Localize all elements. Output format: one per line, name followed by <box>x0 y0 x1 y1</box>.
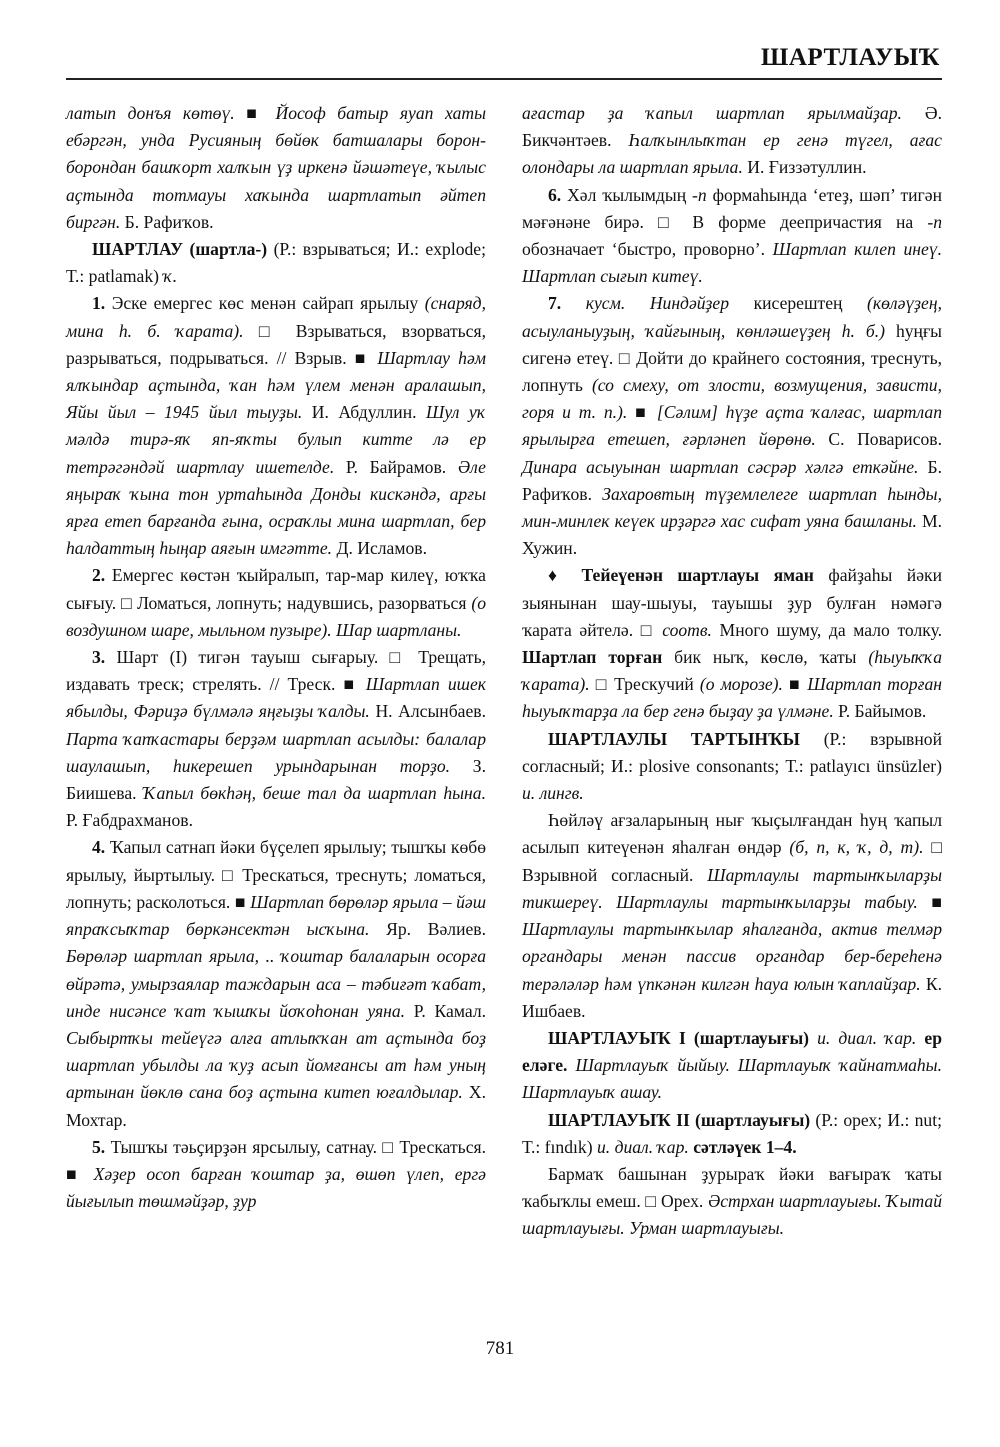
running-header: ШАРТЛАУЫҠ <box>760 44 940 71</box>
translation: обозначает ‘быстро, проворно’. <box>522 239 773 260</box>
sense-number: 1. <box>92 293 106 314</box>
example-text: Шартлап торған һыуыҡтарҙа ла бер генә быҙау ҙа үлмәне. <box>522 674 942 722</box>
author-citation: Р. Байымов. <box>833 701 927 722</box>
definition: Емергес көстән ҡыйралып, тар-мар килеү, юҡҡа сығыу. □ Ломаться, лопнуть; надувшись, разорваться <box>66 565 486 613</box>
example-text: (о воздушном шаре, мыльном пузыре). Шар шартланы. <box>66 592 486 640</box>
usage-note: (көләүҙең, асыуланыуҙың, ҡайғының, көнләшеүҙең һ. б.) <box>522 293 942 341</box>
headword: ШАРТЛАУЫҠ I (шартлауығы) <box>548 1027 810 1048</box>
author-citation: Яр. Вәлиев. <box>369 919 487 940</box>
entry-headword-paragraph <box>66 236 486 290</box>
spacer-text <box>561 293 586 313</box>
definition: Эске емергес көс менән сайрап ярылыу <box>105 293 425 314</box>
example-text: Сыбыртҡы тейеүгә алға атлыҡҡан ат аҫтында боҙ шартлап убылды ла ҡуҙ асып йомғансы ат һәм уның артынан йөклө сана боҙ аҫтына китеп юғалдылар. <box>66 1027 486 1103</box>
headword: ШАРТЛАУЫҠ II (шартлауығы) <box>548 1109 811 1130</box>
example-text: Парта ҡапҡастары берҙәм шартлап асылды: балалар шаулашып, һикерешеп урындарынан торҙо. <box>66 728 486 776</box>
example-text: Әстрхан шартлауығы. Ҡытай шартлауығы. Урман шартлауығы. <box>522 1191 943 1239</box>
headword: ШАРТЛАУ (шартла-) <box>92 239 268 260</box>
example-text: Захаровтың түҙемлелеге шартлап һынды, мин-минлек кеүек ирҙәргә хас сифат уяна башланы. <box>522 483 942 532</box>
sense-number: 5. <box>92 1136 106 1157</box>
grammar-label: и. лингв. <box>522 783 584 804</box>
left-column <box>66 100 486 1215</box>
example-text: латып донъя көтөү. <box>66 103 235 123</box>
definition: файҙаһы йәки зыянынан шау-шыуы, тауышы ҙур булған нәмәгә ҡарата әйтелә. □ <box>522 565 942 640</box>
definition-paragraph <box>522 1161 942 1243</box>
example-text: Шартлаулы тартынҡыларҙы тикшереү. Шартлаулы тартынҡыларҙы табыу. <box>522 864 942 912</box>
example-marker: ■ <box>917 891 942 912</box>
definition: бик ныҡ, көслө, ҡаты <box>662 647 869 668</box>
entry-headword-paragraph <box>522 1025 942 1107</box>
translation: □ Взрывной согласный. <box>522 837 942 885</box>
cross-reference: ер еләге. <box>522 1027 942 1076</box>
example-text: Шартлаулы тартынҡылар яһалғанда, актив телмәр органдары менән пассив органдар бер-береһенә терәләләр һәм үпкәнән килгән һауа юлын ҡаплайҙар. <box>522 919 942 994</box>
sense-paragraph <box>66 562 486 644</box>
definition: Һөйләү ағзаларының нығ ҡыҫылғандан һуң ҡапыл асылып китеүенән яһалған өндәр <box>522 810 942 858</box>
headword: ШАРТЛАУЛЫ ТАРТЫНҠЫ <box>548 728 800 749</box>
usage-note: (б, п, к, ҡ, д, т). <box>789 837 924 858</box>
definition: Хәл ҡылымдың <box>561 184 693 205</box>
definition: Бармаҡ башынан ҙурыраҡ йәки вағыраҡ ҡаты ҡабыҡлы емеш. □ Орех. <box>522 1163 942 1212</box>
author-citation: Д. Исламов. <box>332 538 427 559</box>
usage-note: (снаряд, мина һ. б. ҡарата). <box>66 293 486 341</box>
usage-note: (һыуыҡҡа ҡарата). <box>522 647 942 695</box>
idiom-paragraph <box>522 562 942 725</box>
sense-number: 7. <box>548 293 562 314</box>
example-marker: ■ <box>782 674 808 695</box>
grammar-label: кусм. <box>585 293 626 314</box>
suffix: -п <box>692 184 707 205</box>
sense-paragraph <box>66 290 486 562</box>
translation: □ Взрываться, взорваться, разрываться, подрываться. // Взрыв. <box>66 320 486 368</box>
author-citation: Б. Рафиҡов. <box>522 456 942 504</box>
sense-number: 6. <box>548 184 562 205</box>
translations: (Р.: взрываться; И.: explode; Т.: patlamak) <box>66 239 487 287</box>
entry-headword-paragraph <box>522 1107 942 1161</box>
author-citation: Ә. Бикчәнтәев. <box>522 103 942 151</box>
sense-number: 2. <box>92 565 106 586</box>
definition: Ҡапыл сатнап йәки бүҫелеп ярылыу; тышҡы көбө ярылыу, йыртылыу. □ Трескаться, треснуть; ломаться, лопнуть; расколоться. <box>66 837 486 912</box>
sense-paragraph <box>66 644 486 834</box>
example-text: Әле яңыраҡ ҡына тон уртаһында Донды кискәндә, арғы ярға етеп барғанда ғына, осраҡлы мина шартлап, бер һалдаттың һыңар аяғын имгәтте. <box>66 456 486 559</box>
author-citation: Р. Ғабдрахманов. <box>66 810 193 831</box>
translations: (Р.: орех; И.: nut; Т.: fındık) <box>522 1109 942 1157</box>
sense-number: 3. <box>92 647 106 668</box>
author-citation: С. Поварисов. <box>815 429 943 450</box>
author-citation: М. Хужин. <box>522 511 942 559</box>
example-text: Йософ батыр яуап хаты ебәргән, унда Русияның бөйөк батшалары борон-борондан башҡорт халҡын үҙ иркенә йәшәтеүе, ҡылыс аҫтында тотмауы хаҡында шартлатып әйтеп биргән. <box>66 103 486 232</box>
definition: формаһында ‘етеҙ, шәп’ тигән мәғәнәне бирә. □ В форме деепричастия на <box>522 184 942 232</box>
definition: кисерештең <box>729 293 868 314</box>
author-citation: И. Абдуллин. <box>302 402 427 423</box>
author-citation: И. Ғиззәтуллин. <box>742 157 867 178</box>
author-citation: Р. Камал. <box>405 1000 487 1021</box>
example-text: Һалҡынлыҡтан ер генә түгел, ағас олондары ла шартлап ярыла. <box>522 130 942 178</box>
suffix: -п <box>927 211 942 232</box>
example-marker: ■ <box>627 402 657 423</box>
example-marker: ■ <box>335 674 366 695</box>
example-text: Хәҙер осоп барған ҡоштар ҙа, өшөп үлеп, ергә йығылып төшмәйҙәр, ҙур <box>66 1163 486 1212</box>
example-text: Ҡапыл бөкһәң, беше тал да шартлап һына. <box>143 783 486 804</box>
example-text: Шартлап бөрөләр ярыла – йәш япраҡсыҡтар бөркәнсектән ысҡына. <box>66 891 486 940</box>
spacer-text <box>625 293 650 313</box>
translation: □ Трескучий <box>589 674 700 695</box>
grammar-label: ҡ. <box>163 266 178 287</box>
translation: Много шуму, да мало толку. <box>711 619 942 640</box>
example-text: Шул уҡ мәлдә тирә-яҡ яп-яҡты булып китте лә ер тетрәгәндәй шартлау ишетелде. <box>66 402 486 477</box>
example-text: Шартлап килеп инеү. Шартлап сығып китеү. <box>522 239 943 287</box>
sense-paragraph <box>66 1134 486 1216</box>
example-marker: ■ <box>346 347 378 368</box>
example-text: Динара асыуынан шартлап сәсрәр хәлгә еткәйне. <box>522 456 919 477</box>
sense-paragraph <box>522 290 942 562</box>
author-citation: З. Биишева. <box>66 755 486 804</box>
translation: һуңғы сигенә етеү. □ Дойти до крайнего состояния, треснуть, лопнуть <box>522 320 942 396</box>
definition-italic: Ниндәйҙер <box>649 293 730 314</box>
example-text: Шартлауыҡ йыйыу. Шартлауыҡ ҡайнатмаһы. Шартлауыҡ ашау. <box>522 1055 942 1103</box>
author-citation: Х. Мохтар. <box>66 1082 486 1130</box>
usage-note: (со смеху, от злости, возмущения, зависти, горя и т. п.). <box>522 375 942 423</box>
entry-paragraph <box>66 100 486 236</box>
sense-paragraph <box>522 182 942 291</box>
example-marker: ■ <box>230 891 251 912</box>
sense-number: 4. <box>92 837 106 858</box>
example-text: Шартлау һәм ялҡындар аҫтында, ҡан һәм үлем менән аралашып, Яйы йыл – 1945 йыл тыуҙы. <box>66 347 486 423</box>
example-text: ағастар ҙа ҡапыл шартлап ярылмайҙар. <box>522 103 902 123</box>
author-citation: Н. Алсынбаев. <box>369 701 486 722</box>
grammar-label: и. диал. ҡар. <box>817 1027 917 1048</box>
example-text: Шартлап ишек ябылды, Фәриҙә бүлмәлә яңғыҙы ҡалды. <box>66 674 486 722</box>
example-marker: ■ <box>66 1163 94 1184</box>
sense-paragraph <box>66 834 486 1133</box>
author-citation: Б. Рафиҡов. <box>120 211 214 232</box>
grammar-label: и. диал. ҡар. <box>596 1136 689 1157</box>
author-citation: К. Ишбаев. <box>522 973 942 1021</box>
definition: Тышҡы тәьҫирҙән ярсылыу, сатнау. □ Трескаться. <box>105 1136 486 1157</box>
definition: Шарт (I) тигән тауыш сығарыу. □ Трещать, издавать треск; стрелять. // Треск. <box>66 647 486 695</box>
right-column <box>522 100 942 1243</box>
definition-paragraph <box>522 807 942 1025</box>
grammar-label: соотв. <box>662 619 712 640</box>
example-text: Бөрөләр шартлап ярыла, .. ҡоштар балаларын осорға өйрәтә, умырзаялар таждарын аса – тәбиғәт ҡабат, инде нисәнсе ҡат ҡышҡы йоҡоһонан уяна. <box>66 946 486 1021</box>
translations: (Р.: взрывной согласный; И.: plosive consonants; Т.: patlayıcı ünsüzler) <box>522 728 942 776</box>
header-rule <box>66 78 942 80</box>
entry-headword-paragraph <box>522 726 942 808</box>
spacer-text <box>809 1028 817 1048</box>
entry-paragraph <box>522 100 942 182</box>
author-citation: Р. Байрамов. <box>334 456 458 477</box>
cross-reference: сәтләүек 1–4. <box>693 1136 797 1157</box>
usage-note: (о морозе). <box>699 674 783 695</box>
page-number: 781 <box>485 1338 515 1359</box>
example-marker: ■ <box>234 103 276 123</box>
example-text: [Сәлим] һүҙе аҫта ҡалғас, шартлап ярылырға етешеп, ғәрләнеп йөрөнө. <box>522 402 942 450</box>
idiom-headword: ♦ Тейеүенән шартлауы яман <box>548 565 814 586</box>
idiom-headword: Шартлап торған <box>522 647 663 668</box>
